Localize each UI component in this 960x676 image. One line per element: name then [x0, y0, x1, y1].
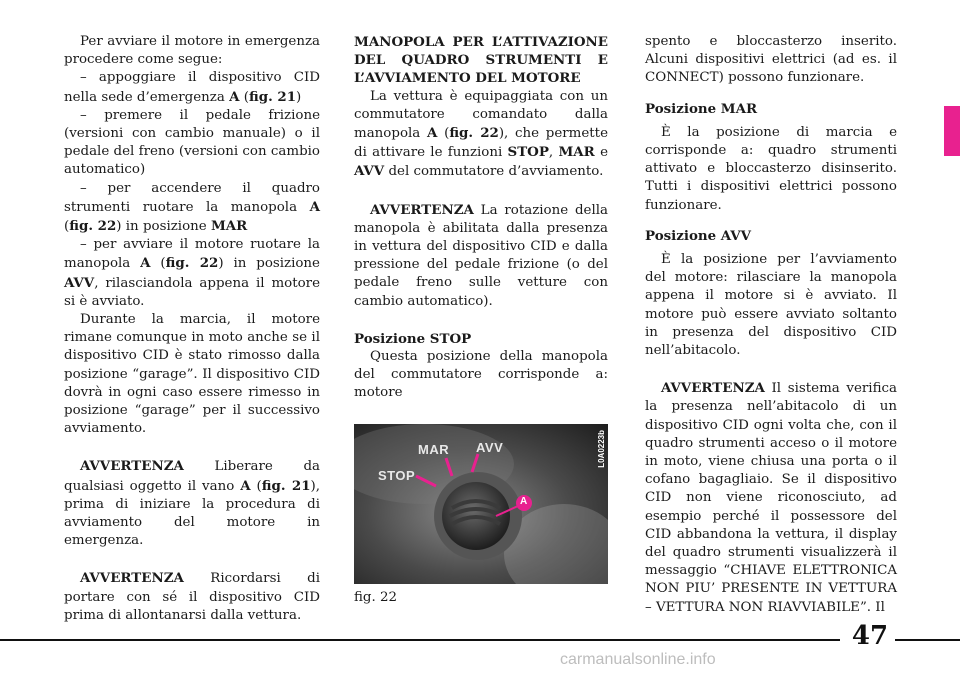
ref-A: A: [229, 88, 240, 105]
text: La rotazione della manopola è abilitata dalla presenza in vettura del dispositivo CID e dalla pressione del pedale frizione (o del pedale freno sulle vetture con cambio automatico).: [354, 202, 608, 309]
position-avv: AVV: [64, 274, 95, 291]
warning-label: AVVERTENZA: [370, 201, 474, 218]
paragraph: [64, 311, 320, 438]
column-right: [645, 33, 897, 617]
section-tab-marker: [944, 106, 960, 156]
text: ,: [548, 145, 559, 161]
footer-rule-left: [0, 639, 840, 641]
page-number: 47: [851, 621, 889, 651]
text: La vettura è equipaggiata con un commutatore comandato dalla manopola: [354, 88, 608, 142]
paragraph-warning: [64, 569, 320, 625]
text: (: [150, 256, 166, 272]
paragraph: [64, 236, 320, 311]
subheading-avv: Posizione AVV: [645, 227, 751, 244]
figure-code: L0A0223b: [597, 430, 606, 468]
text: ) in posizione: [218, 256, 320, 272]
fig-ref: fig. 21: [261, 477, 311, 494]
warning-label: AVVERTENZA: [80, 570, 184, 587]
label-avv: AVV: [476, 440, 504, 455]
text: Ricordarsi di portare con sé il dispositivo CID prima di allontanarsi dalla vettura.: [64, 571, 320, 623]
text: ) in posizione: [116, 219, 211, 235]
paragraph-warning: [354, 201, 608, 311]
warning-label: AVVERTENZA: [661, 380, 765, 397]
text: Il sistema verifica la presenza nell’abitacolo di un dispositivo CID ogni volta che, con il quadro strumenti acceso o il motore in moto, viene chiusa una porta o il cofano bagagliaio. Se il dispositivo CID non viene riconosciuto, ad esempio perché il possessore del CID abbandona la vettura, il display del quadro strumenti visualizzerà il messaggio “CHIAVE ELETTRONICA NON PIU’ PRESENTE IN VETTURA – VETTURA NON RIAVVIABILE”. Il: [645, 381, 897, 615]
paragraph: [64, 33, 320, 69]
position-stop: STOP: [507, 144, 549, 161]
text: È la posizione per l’avviamento del motore: rilasciare la manopola appena il motore si è avviato. Il motore può essere avviato soltanto in presenza del dispositivo CID nell’abitacolo.: [645, 252, 897, 359]
text: , rilasciandola appena il motore si è avviato.: [64, 275, 320, 309]
fig-ref: fig. 22: [449, 125, 499, 142]
text: – premere il pedale frizione (versioni con cambio manuale) o il pedale del freno (versioni con cambio automatico): [64, 107, 320, 178]
position-avv: AVV: [354, 163, 385, 180]
text: ), che permette di attivare le funzioni: [354, 126, 608, 161]
text: Questa posizione della manopola del commutatore corrisponde a: motore: [354, 349, 608, 401]
section-heading: MANOPOLA PER L’ATTIVAZIONE DEL QUADRO STRUMENTI E L’AVVIAMENTO DEL MOTORE: [354, 34, 608, 87]
paragraph: [645, 33, 897, 88]
text: spento e bloccasterzo inserito. Alcuni dispositivi elettrici (ad es. il CONNECT) possono funzionare.: [645, 34, 897, 86]
paragraph: [645, 251, 897, 360]
ref-A: A: [240, 477, 251, 494]
text: ): [296, 89, 302, 105]
warning-label: AVVERTENZA: [80, 458, 184, 475]
text: del commutatore d’avviamento.: [384, 164, 604, 180]
figure-caption: fig. 22: [354, 590, 398, 605]
text: Liberare da qualsiasi oggetto il vano: [64, 459, 320, 494]
position-mar: MAR: [210, 218, 248, 235]
text: Durante la marcia, il motore rimane comunque in moto anche se il dispositivo CID è stato rimosso dalla posizione “garage”. Il dispositivo CID dovrà in ogni caso essere rimesso in posizione “garage” per il successivo avviamento.: [64, 312, 320, 437]
paragraph-warning: [64, 457, 320, 550]
ref-A: A: [309, 198, 320, 215]
text: Per avviare il motore in emergenza procedere come segue:: [64, 34, 320, 68]
footer-rule-right: [895, 639, 960, 641]
label-stop: STOP: [378, 468, 416, 483]
text: (: [250, 478, 262, 494]
watermark: carmanualsonline.info: [560, 651, 716, 668]
text: – per avviare il motore ruotare la manopola: [64, 237, 320, 272]
subheading-stop: Posizione STOP: [354, 330, 472, 347]
subheading-mar: Posizione MAR: [645, 100, 758, 117]
paragraph: [354, 348, 608, 403]
paragraph: [354, 88, 608, 182]
column-left: [64, 33, 320, 625]
fig-ref: fig. 22: [69, 218, 117, 235]
paragraph-warning: [645, 379, 897, 617]
text: ), prima di iniziare la procedura di avviamento del motore in emergenza.: [64, 478, 320, 549]
text: È la posizione di marcia e corrisponde a: quadro strumenti attivato e bloccasterzo disinserito. Tutti i dispositivi elettrici possono funzionare.: [645, 124, 897, 213]
ref-A: A: [426, 125, 438, 142]
text: e: [594, 145, 608, 161]
position-mar: MAR: [558, 144, 595, 161]
text: (: [64, 219, 70, 235]
paragraph: [64, 69, 320, 106]
paragraph: [64, 107, 320, 180]
ref-A: A: [140, 255, 151, 272]
fig-ref: fig. 22: [165, 255, 219, 272]
paragraph: [645, 124, 897, 215]
column-middle: [354, 33, 608, 403]
paragraph: [64, 180, 320, 237]
text: – per accendere il quadro strumenti ruotare la manopola: [64, 180, 320, 215]
label-mar: MAR: [418, 442, 450, 457]
text: (: [437, 126, 450, 142]
label-a: A: [520, 496, 528, 507]
ignition-knob-photo: [354, 424, 608, 584]
fig-ref: fig. 21: [248, 88, 297, 105]
text: (: [239, 89, 249, 105]
text: – appoggiare il dispositivo CID nella sede d’emergenza: [64, 70, 320, 105]
